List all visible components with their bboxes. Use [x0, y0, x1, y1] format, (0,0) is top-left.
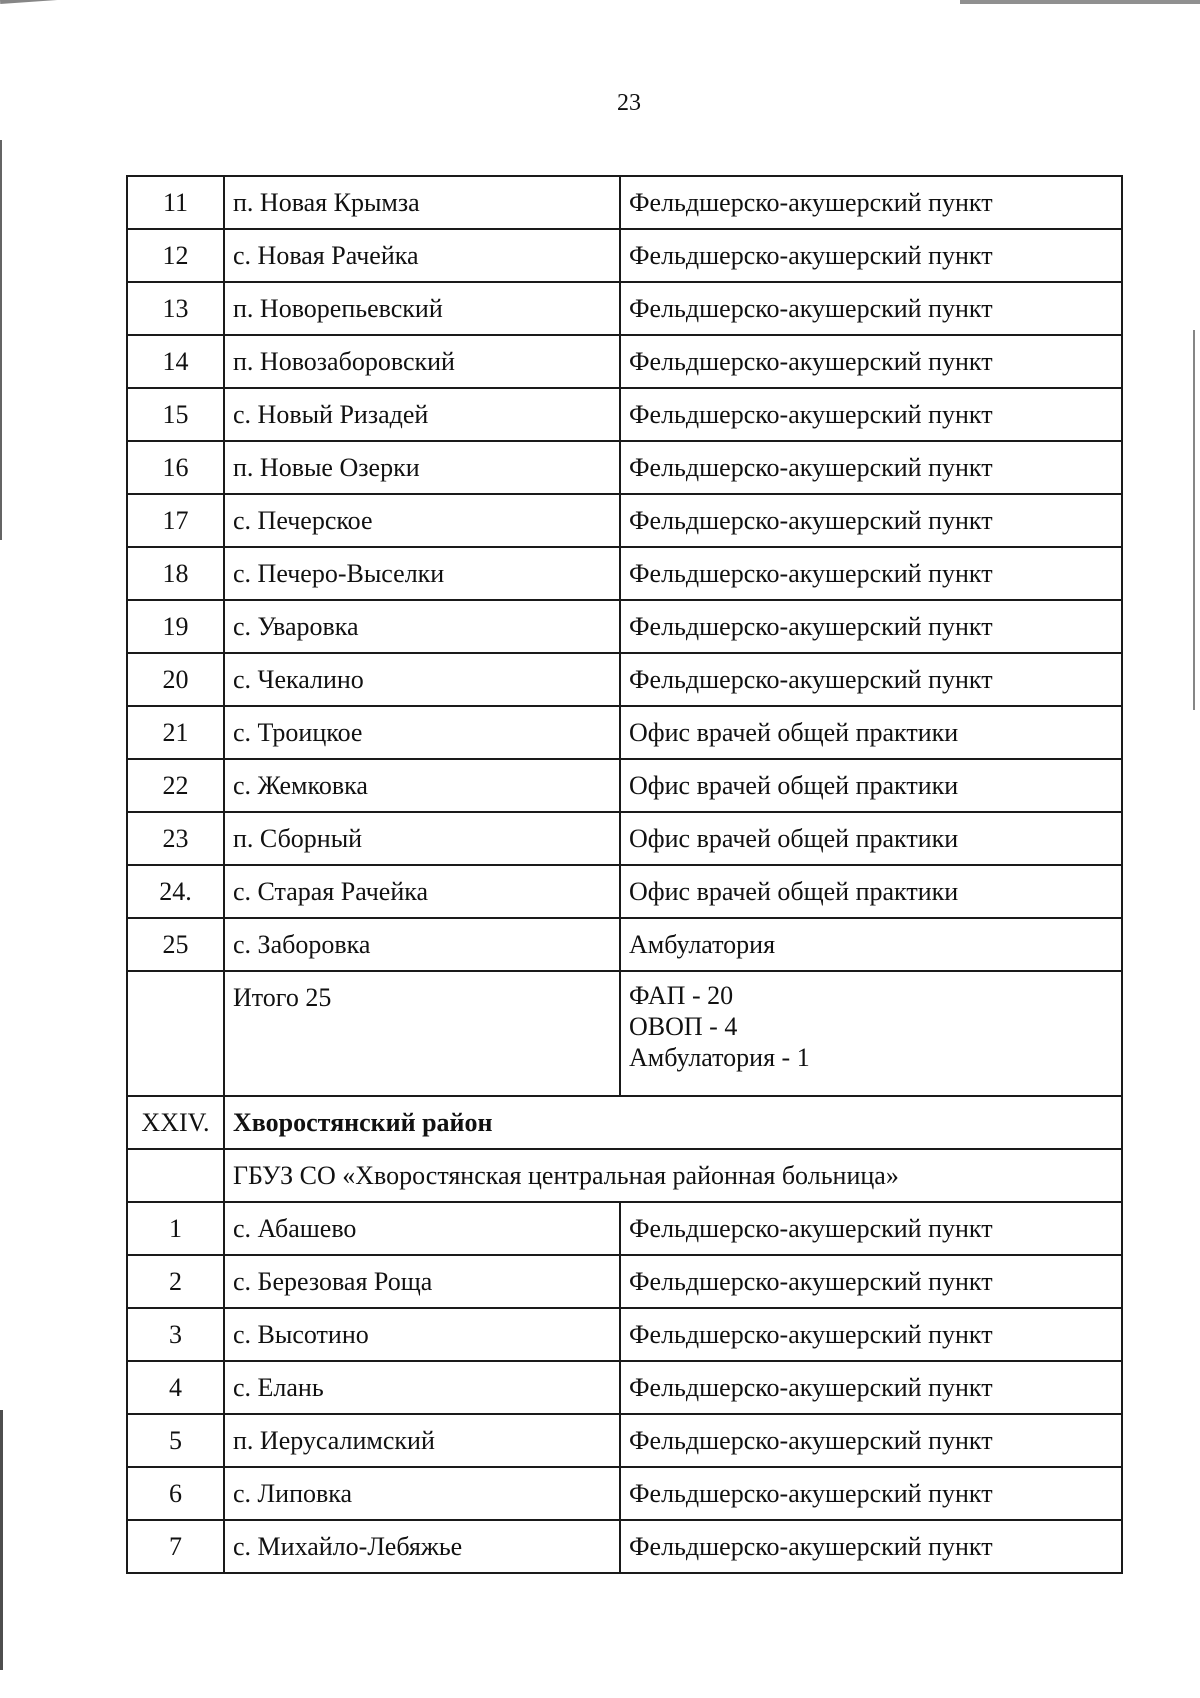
- facility-type: Фельдшерско-акушерский пункт: [620, 1255, 1122, 1308]
- facility-type: Офис врачей общей практики: [620, 706, 1122, 759]
- row-number: 23: [127, 812, 224, 865]
- total-line-ovop: ОВОП - 4: [629, 1012, 738, 1041]
- row-number: 1: [127, 1202, 224, 1255]
- total-label: Итого 25: [224, 971, 620, 1096]
- settlement-name: п. Новозаборовский: [224, 335, 620, 388]
- settlement-name: п. Новая Крымза: [224, 176, 620, 229]
- facility-type: Фельдшерско-акушерский пункт: [620, 388, 1122, 441]
- table-row: [127, 1414, 1122, 1467]
- facility-type: Фельдшерско-акушерский пункт: [620, 441, 1122, 494]
- district-header-row: [127, 1096, 1122, 1149]
- district-name: Хворостянский район: [224, 1096, 1122, 1149]
- row-number: 6: [127, 1467, 224, 1520]
- page-number: 23: [617, 90, 641, 116]
- table-row: [127, 388, 1122, 441]
- settlement-name: с. Новая Рачейка: [224, 229, 620, 282]
- settlement-name: с. Елань: [224, 1361, 620, 1414]
- row-number: 15: [127, 388, 224, 441]
- settlement-name: с. Новый Ризадей: [224, 388, 620, 441]
- facility-type: Офис врачей общей практики: [620, 759, 1122, 812]
- facility-type: Фельдшерско-акушерский пункт: [620, 653, 1122, 706]
- settlement-name: с. Уваровка: [224, 600, 620, 653]
- settlement-name: с. Березовая Роща: [224, 1255, 620, 1308]
- table-row: [127, 176, 1122, 229]
- settlement-name: с. Чекалино: [224, 653, 620, 706]
- row-number: 20: [127, 653, 224, 706]
- table-row: [127, 653, 1122, 706]
- settlement-name: п. Новые Озерки: [224, 441, 620, 494]
- table-row: [127, 335, 1122, 388]
- facility-type: Фельдшерско-акушерский пункт: [620, 1414, 1122, 1467]
- row-number: 18: [127, 547, 224, 600]
- scan-artifact-left-edge-bottom: [0, 1410, 3, 1670]
- table-row: [127, 547, 1122, 600]
- total-line-fap: ФАП - 20: [629, 981, 734, 1010]
- row-number: 21: [127, 706, 224, 759]
- hospital-row: [127, 1149, 1122, 1202]
- row-number: 14: [127, 335, 224, 388]
- row-number: 19: [127, 600, 224, 653]
- table-row: [127, 229, 1122, 282]
- facility-type: Фельдшерско-акушерский пункт: [620, 229, 1122, 282]
- table-row: [127, 441, 1122, 494]
- table-row: [127, 1520, 1122, 1573]
- facility-type: Фельдшерско-акушерский пункт: [620, 547, 1122, 600]
- row-number: 13: [127, 282, 224, 335]
- settlement-name: с. Старая Рачейка: [224, 865, 620, 918]
- settlement-name: с. Печерское: [224, 494, 620, 547]
- scan-artifact-top-left: [0, 0, 110, 4]
- facilities-table: [126, 175, 1123, 1574]
- row-number: 2: [127, 1255, 224, 1308]
- total-row: [127, 971, 1122, 1096]
- table-row: [127, 600, 1122, 653]
- row-number: 25: [127, 918, 224, 971]
- settlement-name: с. Печеро-Выселки: [224, 547, 620, 600]
- facility-type: Фельдшерско-акушерский пункт: [620, 600, 1122, 653]
- scan-artifact-top-right: [960, 0, 1200, 4]
- facility-type: Фельдшерско-акушерский пункт: [620, 176, 1122, 229]
- settlement-name: п. Новорепьевский: [224, 282, 620, 335]
- total-breakdown: [620, 971, 1122, 1096]
- row-number: 11: [127, 176, 224, 229]
- settlement-name: п. Иерусалимский: [224, 1414, 620, 1467]
- settlement-name: п. Сборный: [224, 812, 620, 865]
- table-row: [127, 494, 1122, 547]
- total-num-cell: [127, 971, 224, 1096]
- row-number: 7: [127, 1520, 224, 1573]
- row-number: 17: [127, 494, 224, 547]
- scan-artifact-left-edge: [0, 140, 2, 540]
- settlement-name: с. Троицкое: [224, 706, 620, 759]
- row-number: 4: [127, 1361, 224, 1414]
- table-row: [127, 812, 1122, 865]
- table-row: [127, 1255, 1122, 1308]
- facility-type: Фельдшерско-акушерский пункт: [620, 1520, 1122, 1573]
- facility-type: Амбулатория: [620, 918, 1122, 971]
- row-number: 3: [127, 1308, 224, 1361]
- settlement-name: с. Липовка: [224, 1467, 620, 1520]
- row-number: 22: [127, 759, 224, 812]
- table-row: [127, 918, 1122, 971]
- table-row: [127, 706, 1122, 759]
- row-number: 12: [127, 229, 224, 282]
- facility-type: Фельдшерско-акушерский пункт: [620, 1202, 1122, 1255]
- facility-type: Офис врачей общей практики: [620, 812, 1122, 865]
- facility-type: Офис врачей общей практики: [620, 865, 1122, 918]
- row-number: 16: [127, 441, 224, 494]
- hospital-num-cell: [127, 1149, 224, 1202]
- facility-type: Фельдшерско-акушерский пункт: [620, 1467, 1122, 1520]
- settlement-name: с. Высотино: [224, 1308, 620, 1361]
- district-number: XXIV.: [127, 1096, 224, 1149]
- table-row: [127, 1308, 1122, 1361]
- table-row: [127, 1467, 1122, 1520]
- table-row: [127, 282, 1122, 335]
- facility-type: Фельдшерско-акушерский пункт: [620, 494, 1122, 547]
- settlement-name: с. Заборовка: [224, 918, 620, 971]
- facility-type: Фельдшерско-акушерский пункт: [620, 1308, 1122, 1361]
- table-row: [127, 865, 1122, 918]
- settlement-name: с. Михайло-Лебяжье: [224, 1520, 620, 1573]
- facility-type: Фельдшерско-акушерский пункт: [620, 282, 1122, 335]
- settlement-name: с. Абашево: [224, 1202, 620, 1255]
- facility-type: Фельдшерско-акушерский пункт: [620, 1361, 1122, 1414]
- settlement-name: с. Жемковка: [224, 759, 620, 812]
- total-line-ambulatory: Амбулатория - 1: [629, 1043, 810, 1072]
- table-row: [127, 1202, 1122, 1255]
- scan-artifact-right-edge: [1193, 330, 1195, 710]
- table-row: [127, 1361, 1122, 1414]
- table-row: [127, 759, 1122, 812]
- hospital-name: ГБУЗ СО «Хворостянская центральная районная больница»: [224, 1149, 1122, 1202]
- row-number: 24.: [127, 865, 224, 918]
- facility-type: Фельдшерско-акушерский пункт: [620, 335, 1122, 388]
- row-number: 5: [127, 1414, 224, 1467]
